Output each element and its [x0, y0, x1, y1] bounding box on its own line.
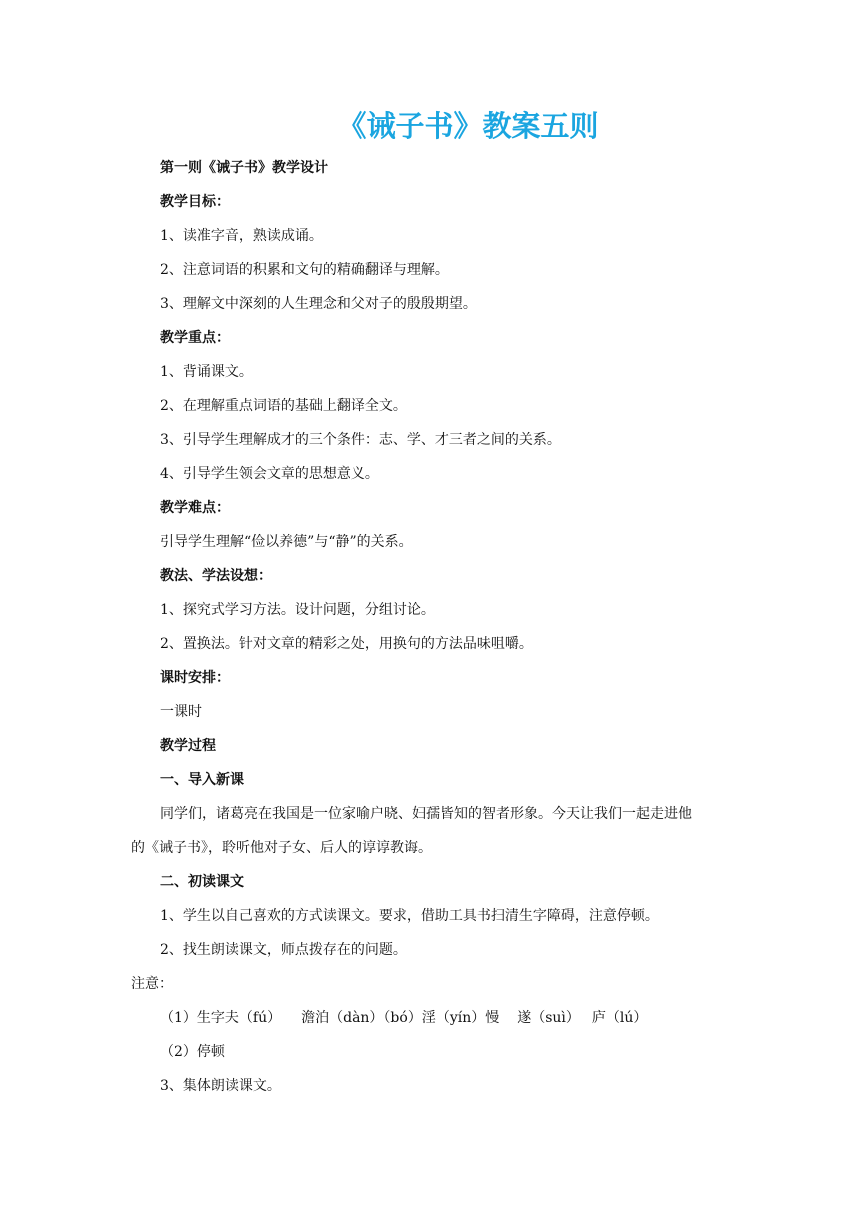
focus-item-3: 3、引导学生理解成才的三个条件：志、学、才三者之间的关系。 [160, 432, 561, 448]
heading-teaching-focus: 教学重点： [160, 330, 230, 346]
section-heading-lesson-one: 第一则《诫子书》教学设计 [160, 160, 328, 176]
difficulty-item: 引导学生理解“俭以养德”与“静”的关系。 [160, 534, 413, 550]
heading-class-schedule: 课时安排： [160, 670, 230, 686]
heading-first-reading: 二、初读课文 [160, 874, 244, 890]
pronunciation-note-part-2: 澹泊（dàn）（bó）淫（yín）慢 [301, 1010, 500, 1026]
schedule-value: 一课时 [160, 704, 202, 720]
goal-item-2: 2、注意词语的积累和文句的精确翻译与理解。 [160, 262, 449, 278]
method-item-1: 1、探究式学习方法。设计问题，分组讨论。 [160, 602, 435, 618]
pronunciation-note-part-1: （1）生字夫（fú） [160, 1010, 282, 1026]
reading-item-3: 3、集体朗读课文。 [160, 1078, 281, 1094]
note-label: 注意： [131, 976, 173, 992]
reading-item-1: 1、学生以自己喜欢的方式读课文。要求，借助工具书扫清生字障碍，注意停顿。 [160, 908, 659, 924]
reading-item-2: 2、找生朗读课文，师点拨存在的问题。 [160, 942, 407, 958]
method-item-2: 2、置换法。针对文章的精彩之处，用换句的方法品味咀嚼。 [160, 636, 533, 652]
heading-teaching-difficulty: 教学难点： [160, 500, 230, 516]
heading-teaching-goals: 教学目标： [160, 194, 230, 210]
heading-teaching-process: 教学过程 [160, 738, 216, 754]
pronunciation-note-row [160, 1008, 647, 1028]
heading-intro-new-lesson: 一、导入新课 [160, 772, 244, 788]
focus-item-4: 4、引导学生领会文章的思想意义。 [160, 466, 379, 482]
focus-item-1: 1、背诵课文。 [160, 364, 253, 380]
goal-item-3: 3、理解文中深刻的人生理念和父对子的殷殷期望。 [160, 296, 477, 312]
pronunciation-note-part-3: 遂（suì） [517, 1010, 580, 1026]
intro-paragraph-line-1: 同学们，诸葛亮在我国是一位家喻户晓、妇孺皆知的智者形象。今天让我们一起走进他 [160, 806, 692, 822]
goal-item-1: 1、读准字音，熟读成诵。 [160, 228, 323, 244]
heading-teaching-methods: 教法、学法设想： [160, 568, 272, 584]
focus-item-2: 2、在理解重点词语的基础上翻译全文。 [160, 398, 407, 414]
pronunciation-note-part-4: 庐（lú） [591, 1010, 648, 1026]
document-title: 《诫子书》教案五则 [337, 109, 599, 143]
pause-note: （2）停顿 [160, 1044, 225, 1060]
intro-paragraph-line-2: 的《诫子书》，聆听他对子女、后人的谆谆教诲。 [131, 840, 432, 856]
